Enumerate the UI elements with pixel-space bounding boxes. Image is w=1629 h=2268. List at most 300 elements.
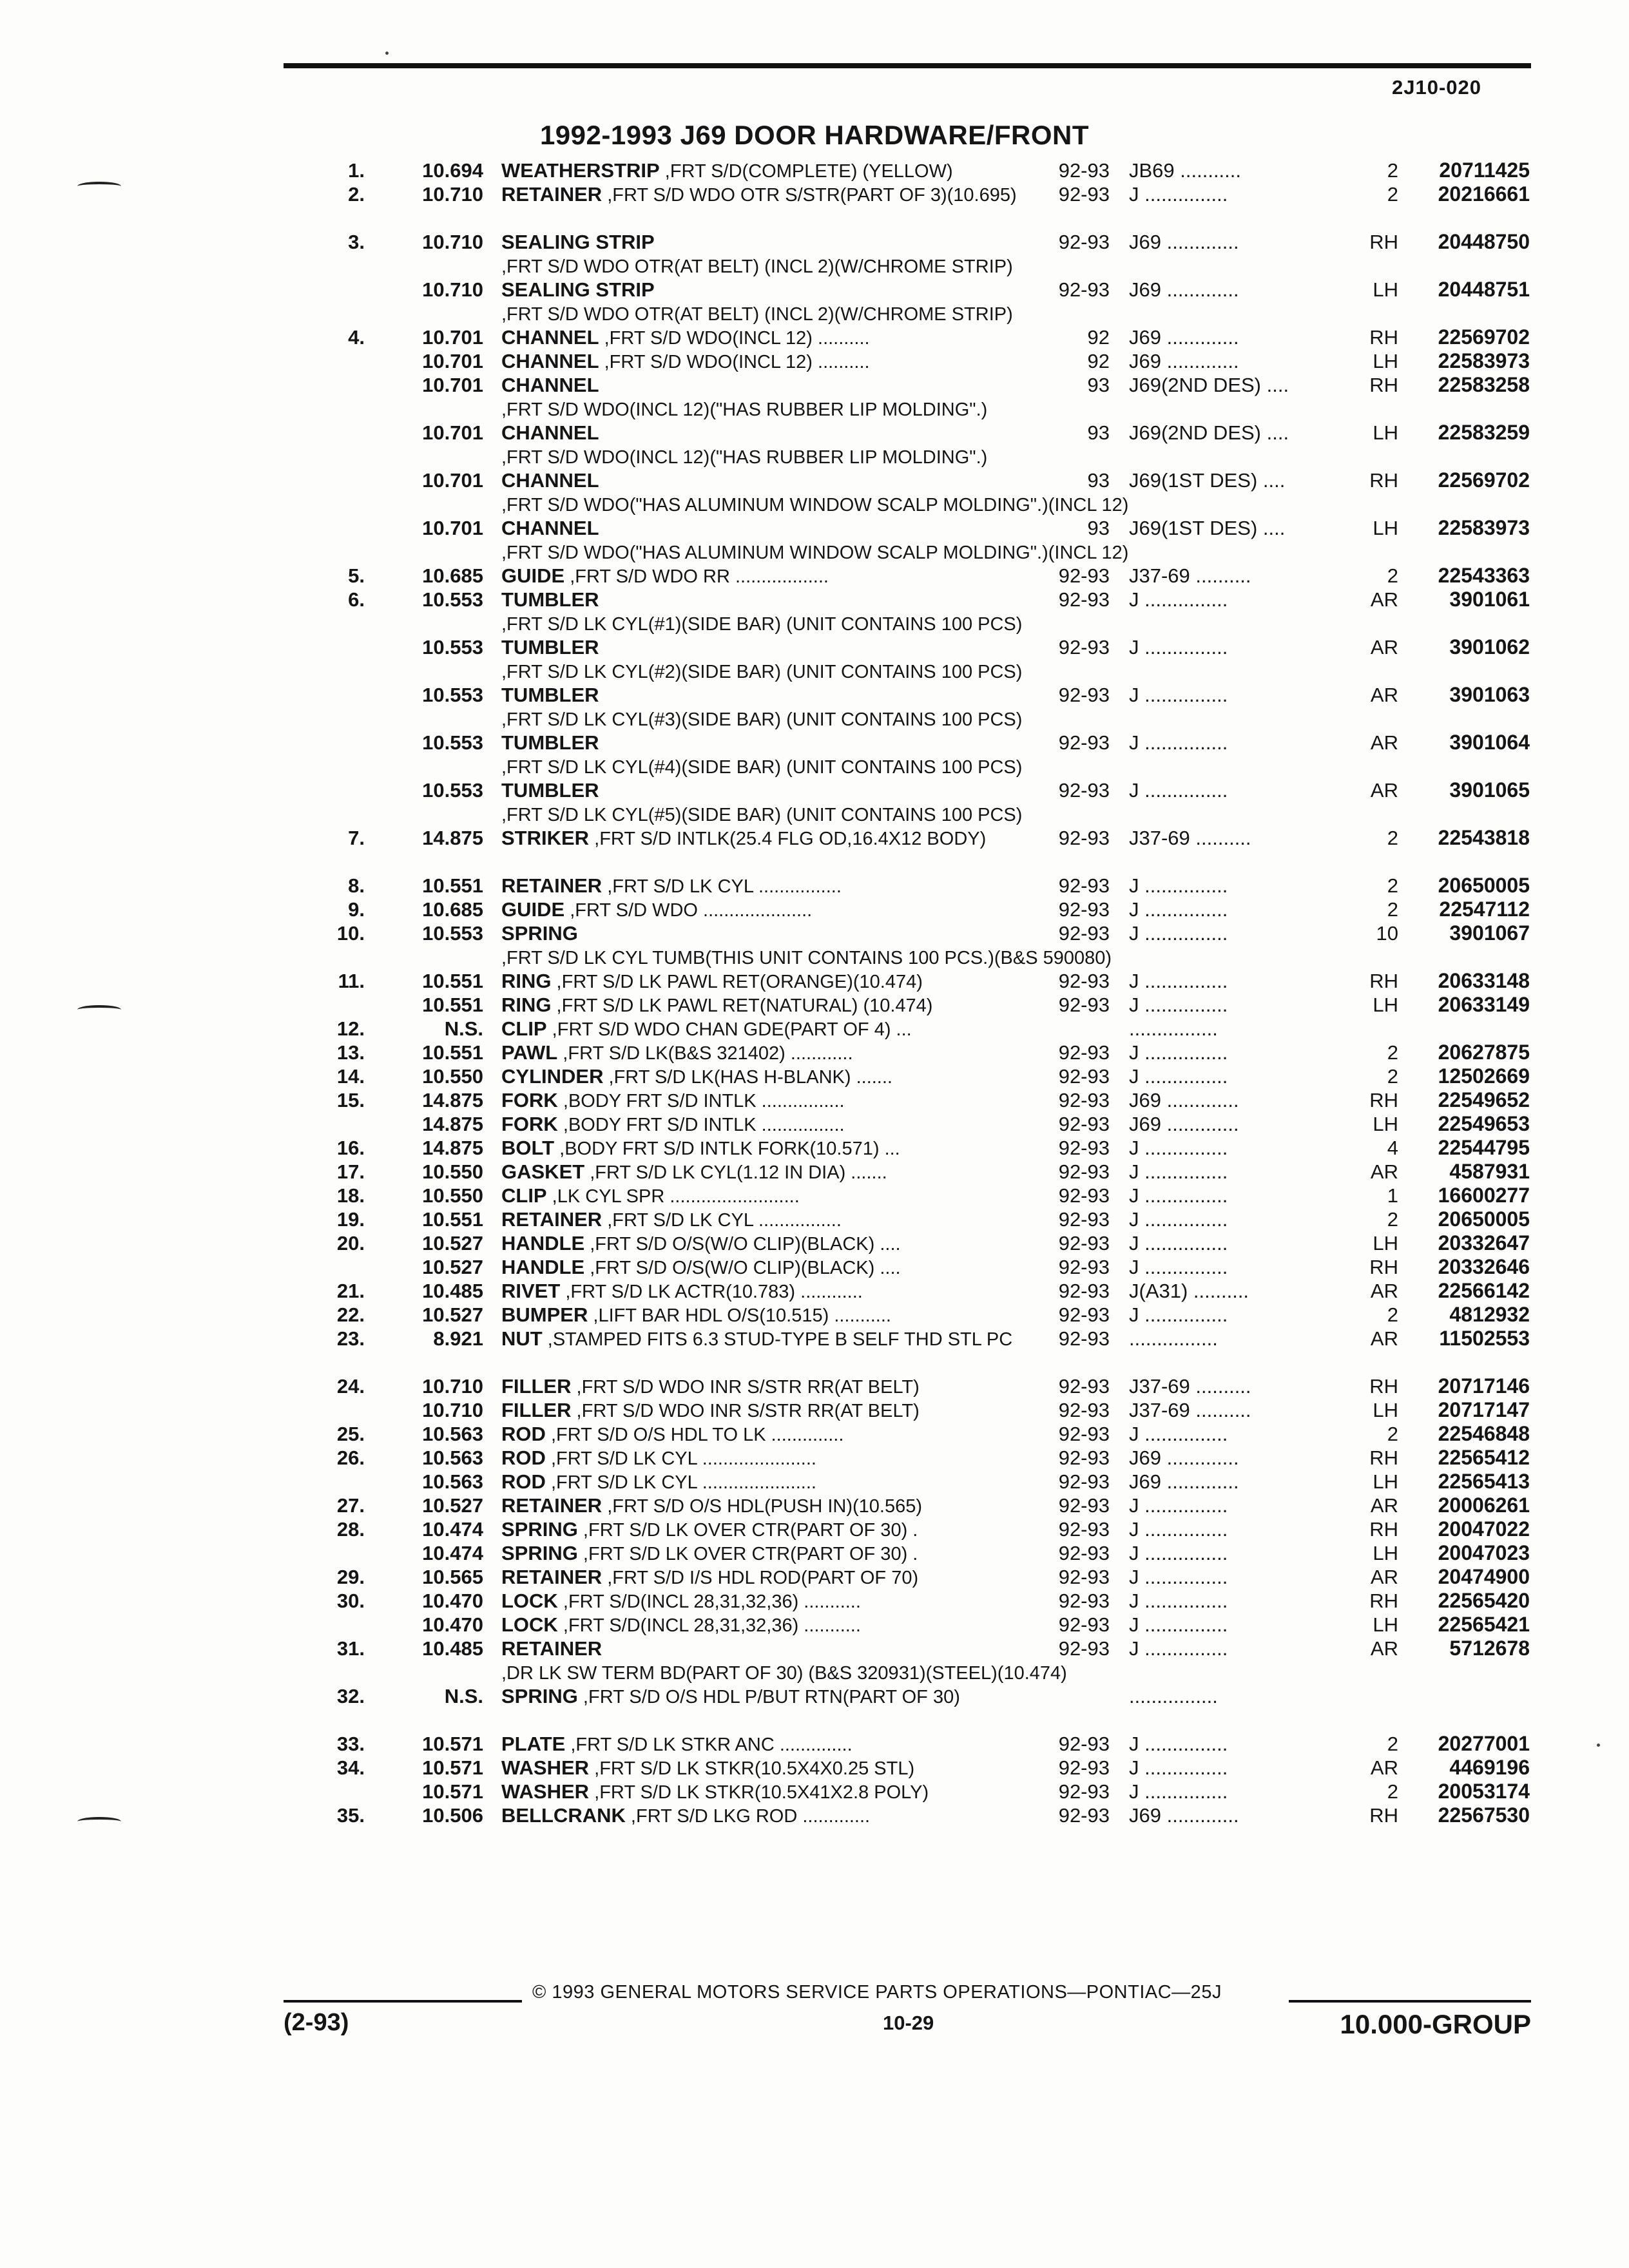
part-detail: ,FRT S/D LK STKR(10.5X41X2.8 POLY) (589, 1782, 929, 1803)
part-name: HANDLE (501, 1232, 585, 1254)
model-years: 92-93 (1058, 994, 1110, 1016)
part-description (501, 230, 1030, 279)
table-row (0, 1470, 1629, 1494)
group-number: 10.571 (422, 1756, 483, 1779)
table-row (0, 1494, 1629, 1517)
quantity: 2 (1387, 1208, 1398, 1231)
part-name: TUMBLER (501, 779, 599, 802)
page-code: 2J10-020 (1392, 76, 1482, 99)
group-number: 10.470 (422, 1613, 483, 1636)
model-years: 92-93 (1058, 1256, 1110, 1278)
part-description (501, 1017, 1030, 1042)
part-detail: ,FRT S/D INTLK(25.4 FLG OD,16.4X12 BODY) (589, 829, 987, 849)
table-row (0, 635, 1629, 683)
part-description (501, 1279, 1030, 1304)
quantity: AR (1370, 779, 1398, 802)
part-name: FORK (501, 1113, 558, 1135)
part-detail: ,FRT S/D LK CYL ...................... (545, 1448, 816, 1469)
part-description (501, 373, 1030, 422)
part-name: WASHER (501, 1756, 590, 1779)
body-model: J ............... (1129, 1423, 1228, 1445)
footer-rule-right (1289, 2000, 1531, 2003)
part-name: SEALING STRIP (501, 278, 655, 301)
model-years: 92 (1087, 326, 1110, 349)
part-name: LOCK (501, 1613, 558, 1636)
quantity: LH (1373, 1542, 1398, 1564)
model-years: 92-93 (1058, 1041, 1110, 1064)
model-years: 92-93 (1058, 1590, 1110, 1612)
body-model: J69 ............. (1129, 231, 1239, 253)
body-model: J ............... (1129, 731, 1228, 754)
item-number: 26. (336, 1446, 365, 1469)
group-number: 10.551 (422, 994, 483, 1016)
part-detail: ,FRT S/D LK CYL(#1)(SIDE BAR) (UNIT CONTAINS 100 PCS) (501, 614, 1023, 635)
group-number: 10.553 (422, 588, 483, 611)
quantity: LH (1373, 1232, 1398, 1254)
body-model: J ............... (1129, 1494, 1228, 1517)
model-years: 92-93 (1058, 1566, 1110, 1588)
part-description (501, 325, 1030, 351)
part-name: SPRING (501, 1518, 578, 1541)
item-number: 29. (336, 1566, 365, 1588)
quantity: 1 (1387, 1184, 1398, 1207)
body-model: J ............... (1129, 1542, 1228, 1564)
table-row (0, 1637, 1629, 1684)
part-description (501, 1613, 1030, 1638)
body-model: J69 ............. (1129, 1470, 1239, 1493)
body-model: J69(2ND DES) .... (1129, 374, 1289, 396)
part-number: 22583973 (1438, 349, 1530, 372)
group-number: 10.701 (422, 517, 483, 539)
quantity: AR (1370, 1494, 1398, 1517)
part-detail: ,BODY FRT S/D INTLK ................ (557, 1115, 845, 1135)
table-row (0, 1231, 1629, 1255)
table-row (0, 1255, 1629, 1279)
quantity: AR (1370, 1756, 1398, 1779)
quantity: LH (1373, 1399, 1398, 1421)
part-number: 22544795 (1438, 1136, 1530, 1159)
part-description (501, 1684, 1030, 1709)
part-detail: ,FRT S/D LK CYL(#3)(SIDE BAR) (UNIT CONTAINS 100 PCS) (501, 709, 1023, 730)
part-description (501, 1041, 1030, 1066)
part-name: CHANNEL (501, 326, 599, 349)
model-years: 92-93 (1058, 898, 1110, 921)
body-model: J ............... (1129, 1518, 1228, 1541)
quantity: RH (1369, 1446, 1398, 1469)
table-row (0, 921, 1629, 969)
quantity: RH (1369, 1089, 1398, 1111)
part-detail: ,FRT S/D I/S HDL ROD(PART OF 70) (602, 1568, 919, 1588)
part-detail: ,FRT S/D LK PAWL RET(NATURAL) (10.474) (551, 995, 933, 1016)
part-number: 22549652 (1438, 1088, 1530, 1111)
part-detail: ,DR LK SW TERM BD(PART OF 30) (B&S 320931)(STEEL)(10.474) (501, 1663, 1067, 1684)
table-row (0, 969, 1629, 993)
part-number: 20448751 (1438, 278, 1530, 301)
part-number: 22583258 (1438, 373, 1530, 396)
table-row (0, 1541, 1629, 1565)
part-number: 22546848 (1438, 1422, 1530, 1445)
group-number: N.S. (444, 1017, 483, 1040)
part-name: CYLINDER (501, 1065, 604, 1088)
part-detail: ,FRT S/D LK CYL(1.12 IN DIA) ....... (584, 1162, 887, 1183)
quantity: LH (1373, 278, 1398, 301)
quantity: 2 (1387, 1303, 1398, 1326)
part-detail: ,LIFT BAR HDL O/S(10.515) ........... (588, 1305, 891, 1326)
body-model: J69 ............. (1129, 1113, 1239, 1135)
group-number: 10.701 (422, 421, 483, 444)
group-number: 10.550 (422, 1160, 483, 1183)
part-description (501, 1255, 1030, 1280)
group-number: 10.551 (422, 1208, 483, 1231)
part-name: TUMBLER (501, 731, 599, 754)
part-description (501, 588, 1030, 637)
body-model: J69 ............. (1129, 1089, 1239, 1111)
group-number: 14.875 (422, 1137, 483, 1159)
part-name: FILLER (501, 1375, 572, 1398)
table-row (0, 1184, 1629, 1207)
part-detail: ,FRT S/D WDO(INCL 12) .......... (599, 328, 870, 349)
group-number: 10.551 (422, 1041, 483, 1064)
body-model: ................ (1129, 1327, 1218, 1350)
parts-list (0, 159, 1629, 1827)
part-name: PLATE (501, 1733, 566, 1755)
part-name: STRIKER (501, 827, 590, 849)
quantity: LH (1373, 350, 1398, 372)
item-number: 25. (336, 1423, 365, 1445)
part-name: ROD (501, 1423, 546, 1445)
part-detail: ,FRT S/D O/S HDL TO LK .............. (545, 1425, 844, 1445)
group-number: 10.685 (422, 564, 483, 587)
model-years: 92-93 (1058, 588, 1110, 611)
table-row (0, 1136, 1629, 1160)
part-description (501, 1327, 1030, 1352)
table-row (0, 826, 1629, 874)
table-row (0, 1613, 1629, 1637)
part-number: 20650005 (1438, 874, 1530, 897)
quantity: 2 (1387, 159, 1398, 182)
part-name: CLIP (501, 1184, 547, 1207)
group-number: 10.701 (422, 326, 483, 349)
group-number: 10.527 (422, 1256, 483, 1278)
table-row (0, 159, 1629, 182)
quantity: 2 (1387, 827, 1398, 849)
body-model: J(A31) .......... (1129, 1280, 1249, 1302)
part-name: TUMBLER (501, 636, 599, 658)
body-model: J ............... (1129, 1566, 1228, 1588)
body-model: J69(2ND DES) .... (1129, 421, 1289, 444)
part-number: 20633148 (1438, 969, 1530, 992)
group-number: 10.474 (422, 1542, 483, 1564)
table-row (0, 1684, 1629, 1732)
model-years: 92-93 (1058, 1208, 1110, 1231)
quantity: AR (1370, 1637, 1398, 1660)
group-number: 10.550 (422, 1184, 483, 1207)
part-number: 20448750 (1438, 230, 1530, 253)
quantity: AR (1370, 1327, 1398, 1350)
quantity: RH (1369, 374, 1398, 396)
item-number: 3. (348, 231, 365, 253)
item-number: 8. (348, 874, 365, 897)
part-name: TUMBLER (501, 684, 599, 706)
part-name: SPRING (501, 922, 578, 945)
part-detail: ,FRT S/D WDO(INCL 12) .......... (599, 352, 870, 372)
part-detail: ,FRT S/D LK OVER CTR(PART OF 30) . (577, 1520, 918, 1541)
part-description (501, 778, 1030, 827)
item-number: 10. (336, 922, 365, 945)
part-description (501, 1303, 1030, 1328)
quantity: 2 (1387, 1423, 1398, 1445)
part-number: 5712678 (1449, 1637, 1530, 1660)
part-name: RETAINER (501, 874, 602, 897)
item-number: 11. (338, 970, 365, 992)
group-number: 10.527 (422, 1494, 483, 1517)
item-number: 23. (336, 1327, 365, 1350)
part-detail: ,FRT S/D LK CYL ...................... (545, 1472, 816, 1493)
part-description (501, 874, 1030, 899)
scan-speck (385, 52, 389, 55)
part-number: 20216661 (1438, 182, 1530, 206)
group-number: 10.527 (422, 1232, 483, 1254)
part-description (501, 278, 1030, 327)
part-number: 22569702 (1438, 325, 1530, 349)
group-number: 10.550 (422, 1065, 483, 1088)
group-number: 10.553 (422, 684, 483, 706)
body-model: J ............... (1129, 1613, 1228, 1636)
part-name: NUT (501, 1327, 543, 1350)
quantity: 2 (1387, 898, 1398, 921)
quantity: 2 (1387, 1065, 1398, 1088)
body-model: J37-69 .......... (1129, 1399, 1251, 1421)
item-number: 27. (336, 1494, 365, 1517)
part-detail: ,LK CYL SPR ......................... (546, 1186, 800, 1207)
body-model: J ............... (1129, 874, 1228, 897)
model-years: 92-93 (1058, 1065, 1110, 1088)
part-detail: ,FRT S/D LK OVER CTR(PART OF 30) . (577, 1544, 918, 1564)
part-name: GUIDE (501, 898, 565, 921)
part-number: 22547112 (1439, 898, 1530, 921)
item-number: 20. (336, 1232, 365, 1254)
quantity: RH (1369, 1518, 1398, 1541)
part-name: SPRING (501, 1685, 578, 1707)
table-row (0, 1303, 1629, 1327)
part-number: 22569702 (1438, 468, 1530, 492)
quantity: LH (1373, 1613, 1398, 1636)
item-number: 24. (336, 1375, 365, 1398)
item-number: 2. (348, 183, 365, 206)
part-name: ROD (501, 1446, 546, 1469)
table-row (0, 1422, 1629, 1446)
part-number: 3901065 (1449, 778, 1530, 802)
group-number: 10.563 (422, 1423, 483, 1445)
model-years: 92-93 (1058, 564, 1110, 587)
part-description (501, 1160, 1030, 1185)
model-years: 92-93 (1058, 1137, 1110, 1159)
body-model: J ............... (1129, 1756, 1228, 1779)
part-description (501, 1184, 1030, 1209)
part-detail: ,FRT S/D(INCL 28,31,32,36) ........... (557, 1591, 861, 1612)
body-model: J37-69 .......... (1129, 1375, 1251, 1398)
part-description (501, 826, 1030, 851)
table-row (0, 588, 1629, 635)
part-name: ROD (501, 1470, 546, 1493)
part-detail: ,FRT S/D WDO(INCL 12)("HAS RUBBER LIP MOLDING".) (501, 399, 988, 420)
part-detail: ,FRT S/D WDO INR S/STR RR(AT BELT) (571, 1401, 920, 1421)
part-description (501, 1541, 1030, 1566)
group-number: 10.710 (422, 1375, 483, 1398)
table-row (0, 1327, 1629, 1374)
part-name: RETAINER (501, 1494, 602, 1517)
quantity: 2 (1387, 1733, 1398, 1755)
group-number: 10.710 (422, 183, 483, 206)
part-detail: ,FRT S/D WDO OTR S/STR(PART OF 3)(10.695) (602, 185, 1017, 206)
part-description (501, 1637, 1067, 1686)
part-detail: ,FRT S/D LK STKR ANC .............. (565, 1735, 853, 1755)
part-description (501, 993, 1030, 1018)
group-number: 10.571 (422, 1733, 483, 1755)
item-number: 19. (336, 1208, 365, 1231)
item-number: 13. (336, 1041, 365, 1064)
part-name: FORK (501, 1089, 558, 1111)
part-description (501, 349, 1030, 374)
group-number: 10.685 (422, 898, 483, 921)
part-name: HANDLE (501, 1256, 585, 1278)
part-description (501, 1112, 1030, 1137)
quantity: 2 (1387, 1041, 1398, 1064)
part-number: 20717147 (1438, 1398, 1530, 1421)
table-row (0, 1732, 1629, 1756)
part-number: 20006261 (1438, 1494, 1530, 1517)
part-detail: ,FRT S/D WDO OTR(AT BELT) (INCL 2)(W/CHROME STRIP) (501, 304, 1013, 325)
body-model: J69 ............. (1129, 1446, 1239, 1469)
quantity: RH (1369, 469, 1398, 492)
item-number: 14. (336, 1065, 365, 1088)
part-detail: ,FRT S/D LK CYL TUMB(THIS UNIT CONTAINS 100 PCS.)(B&S 590080) (501, 948, 1112, 968)
part-number: 20474900 (1438, 1565, 1530, 1588)
body-model: J ............... (1129, 588, 1228, 611)
quantity: AR (1370, 1566, 1398, 1588)
group-number: 10.506 (422, 1804, 483, 1827)
model-years: 92-93 (1058, 1089, 1110, 1111)
part-description (501, 635, 1030, 684)
page-title: 1992-1993 J69 DOOR HARDWARE/FRONT (539, 120, 1090, 150)
item-number: 30. (336, 1590, 365, 1612)
body-model: J ............... (1129, 898, 1228, 921)
table-row (0, 1088, 1629, 1112)
body-model: ................ (1129, 1017, 1218, 1040)
part-name: WASHER (501, 1780, 590, 1803)
part-number: 4469196 (1449, 1756, 1530, 1779)
table-row (0, 1589, 1629, 1613)
body-model: JB69 ........... (1129, 159, 1242, 182)
table-row (0, 731, 1629, 778)
part-detail: ,FRT S/D WDO OTR(AT BELT) (INCL 2)(W/CHROME STRIP) (501, 256, 1013, 277)
body-model: J69(1ST DES) .... (1129, 469, 1286, 492)
part-description (501, 1756, 1030, 1781)
quantity: 4 (1387, 1137, 1398, 1159)
part-description (501, 1207, 1030, 1233)
part-description (501, 421, 1030, 470)
part-number: 22565421 (1438, 1613, 1530, 1636)
group-number: 10.553 (422, 731, 483, 754)
quantity: AR (1370, 588, 1398, 611)
group-number: 14.875 (422, 1089, 483, 1111)
group-number: 10.565 (422, 1566, 483, 1588)
part-description (501, 1517, 1030, 1542)
group-number: 10.485 (422, 1637, 483, 1660)
body-model: J69 ............. (1129, 1804, 1239, 1827)
item-number: 28. (336, 1518, 365, 1541)
table-row (0, 325, 1629, 349)
part-number: 3901064 (1449, 731, 1530, 754)
part-name: SPRING (501, 1542, 578, 1564)
model-years: 92-93 (1058, 183, 1110, 206)
quantity: LH (1373, 517, 1398, 539)
part-name: RIVET (501, 1280, 561, 1302)
part-detail: ,FRT S/D WDO RR .................. (564, 566, 829, 587)
group-number: 10.470 (422, 1590, 483, 1612)
table-row (0, 1160, 1629, 1184)
body-model: J ............... (1129, 1208, 1228, 1231)
table-row (0, 421, 1629, 468)
body-model: J ............... (1129, 1184, 1228, 1207)
part-description (501, 1231, 1030, 1256)
group-number: 10.701 (422, 469, 483, 492)
body-model: J69 ............. (1129, 350, 1239, 372)
model-years: 92-93 (1058, 1756, 1110, 1779)
body-model: J ............... (1129, 1780, 1228, 1803)
part-name: GUIDE (501, 564, 565, 587)
quantity: LH (1373, 994, 1398, 1016)
table-row (0, 1017, 1629, 1041)
part-number: 22565420 (1438, 1589, 1530, 1612)
body-model: J ............... (1129, 1637, 1228, 1660)
part-number: 20047023 (1438, 1541, 1530, 1564)
part-detail: ,FRT S/D WDO("HAS ALUMINUM WINDOW SCALP MOLDING".)(INCL 12) (501, 543, 1129, 563)
table-row (0, 993, 1629, 1017)
quantity: LH (1373, 1470, 1398, 1493)
table-row (0, 278, 1629, 325)
part-description (501, 1589, 1030, 1614)
body-model: J ............... (1129, 1137, 1228, 1159)
body-model: J ............... (1129, 970, 1228, 992)
body-model: J ............... (1129, 994, 1228, 1016)
part-name: RETAINER (501, 183, 602, 206)
group-number: 8.921 (433, 1327, 483, 1350)
part-description (501, 1136, 1030, 1161)
part-detail: ,FRT S/D LK(B&S 321402) ............ (557, 1043, 853, 1064)
quantity: AR (1370, 684, 1398, 706)
model-years: 93 (1087, 469, 1110, 492)
part-description (501, 1422, 1030, 1447)
table-row (0, 1517, 1629, 1541)
part-description (501, 969, 1030, 994)
part-description (501, 898, 1030, 923)
part-name: RETAINER (501, 1637, 602, 1660)
model-years: 92-93 (1058, 1375, 1110, 1398)
quantity: LH (1373, 1113, 1398, 1135)
part-detail: ,FRT S/D LK PAWL RET(ORANGE)(10.474) (551, 972, 923, 992)
model-years: 92-93 (1058, 1303, 1110, 1326)
quantity: RH (1369, 326, 1398, 349)
part-name: PAWL (501, 1041, 558, 1064)
part-number: 11502553 (1439, 1327, 1530, 1350)
part-detail: ,FRT S/D WDO INR S/STR RR(AT BELT) (571, 1377, 920, 1398)
group-number: 10.563 (422, 1470, 483, 1493)
item-number: 1. (348, 159, 365, 182)
revision-date: (2-93) (284, 2009, 349, 2036)
part-detail: ,FRT S/D LK ACTR(10.783) ............ (560, 1282, 863, 1302)
table-row (0, 1756, 1629, 1780)
